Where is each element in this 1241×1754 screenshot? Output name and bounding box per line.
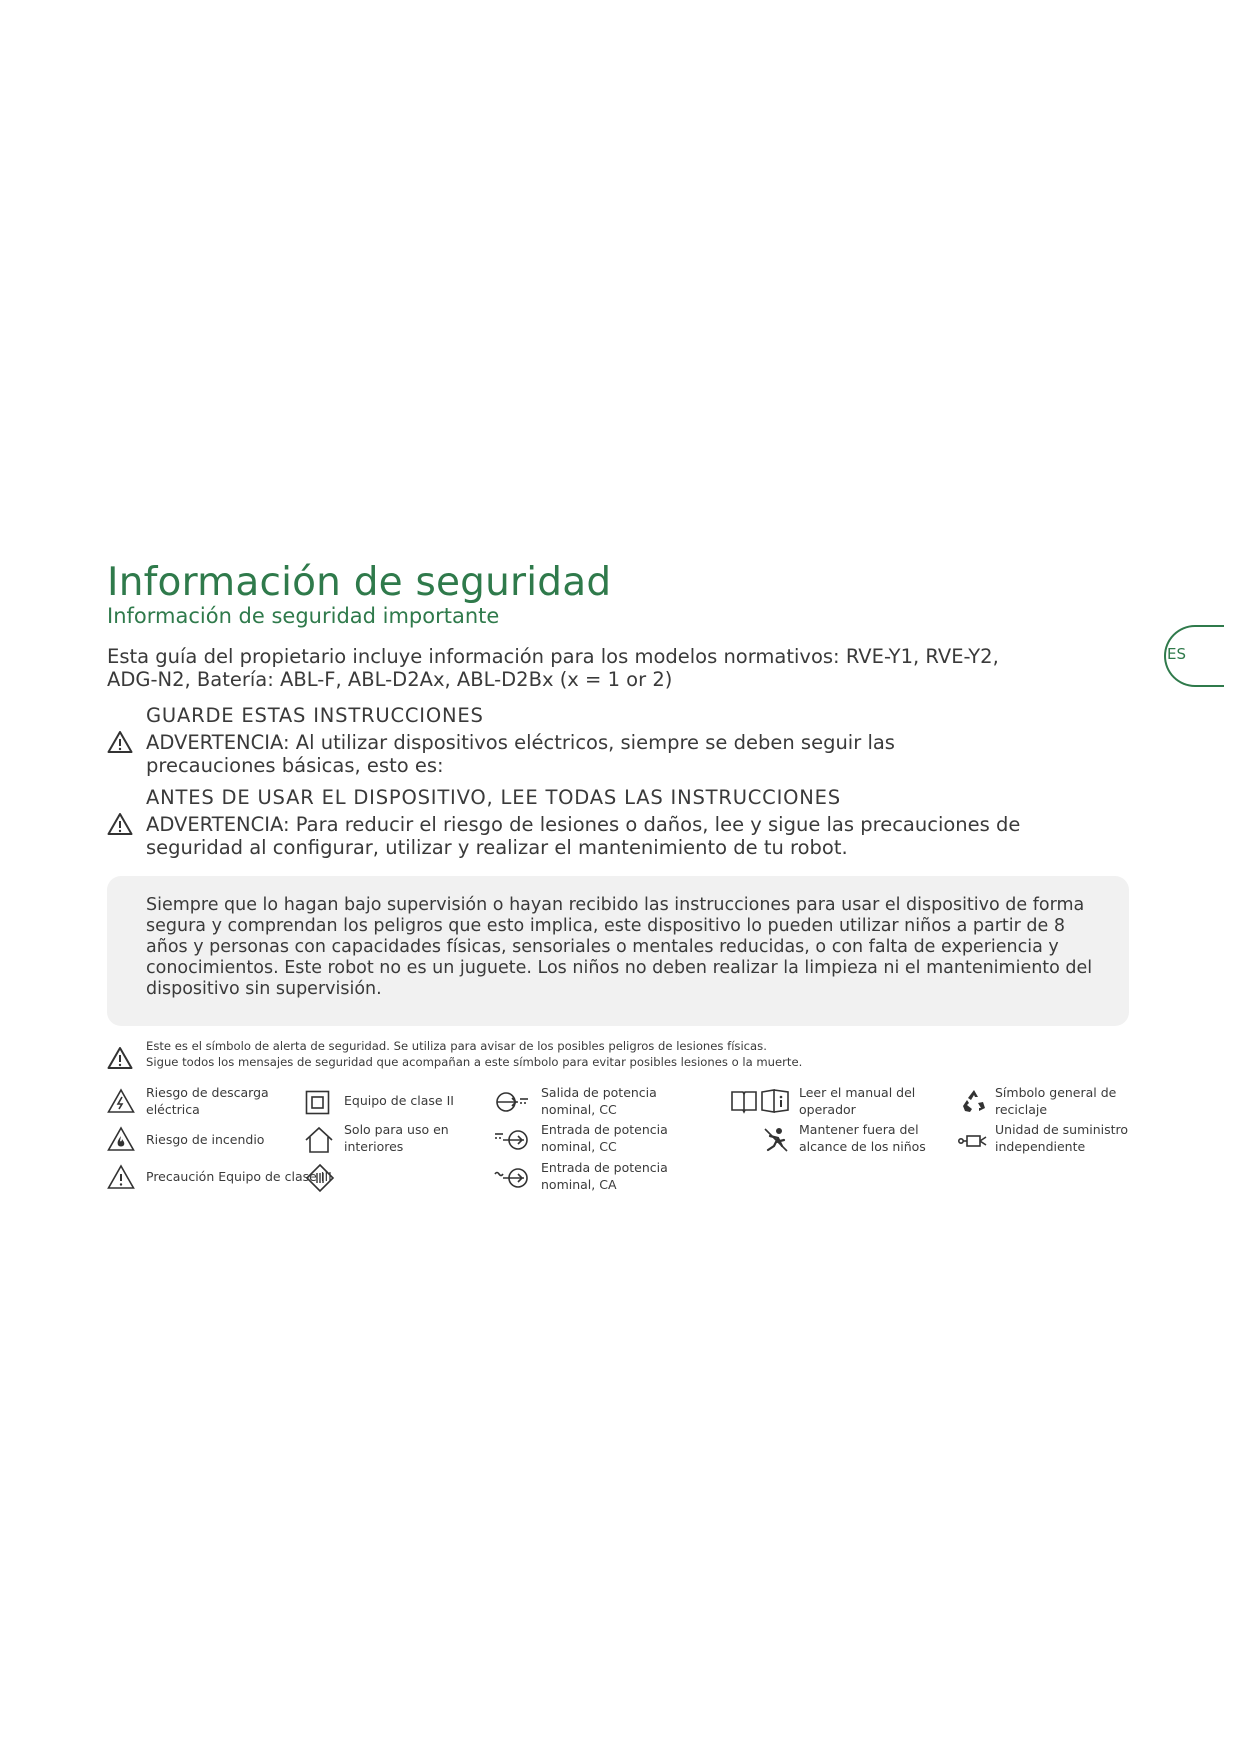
save-instructions-heading: GUARDE ESTAS INSTRUCCIONES bbox=[146, 704, 484, 727]
legend-manual: Leer el manual del operador bbox=[799, 1085, 916, 1117]
operator-manual-icon bbox=[730, 1088, 790, 1114]
warning-text-1: ADVERTENCIA: Al utilizar dispositivos eléctricos, siempre se deben seguir las precauciones básicas, esto es: bbox=[146, 731, 895, 777]
electric-shock-icon bbox=[107, 1088, 135, 1114]
legend-fire: Riesgo de incendio bbox=[146, 1132, 265, 1147]
legend-indoor: Solo para uso en interiores bbox=[344, 1122, 449, 1154]
language-tab-label: ES bbox=[1167, 645, 1186, 663]
legend-power-supply: Unidad de suministro independiente bbox=[995, 1122, 1129, 1154]
legend-class2: Equipo de clase II bbox=[344, 1093, 454, 1108]
safety-alert-line-2: Sigue todos los mensajes de seguridad que acompañan a este símbolo para evitar posibles lesiones o la muerte. bbox=[146, 1054, 803, 1069]
legend-electric-shock: Riesgo de descarga eléctrica bbox=[146, 1085, 269, 1117]
keep-away-children-icon bbox=[762, 1126, 790, 1154]
intro-text: Esta guía del propietario incluye información para los modelos normativos: RVE-Y1, RVE-Y2, ADG-N2, Batería: ABL-F, ABL-D2Ax, ABL-D2Bx (x = 1 or 2) bbox=[107, 645, 999, 691]
safety-alert-icon bbox=[107, 1046, 133, 1070]
read-instructions-heading: ANTES DE USAR EL DISPOSITIVO, LEE TODAS LAS INSTRUCCIONES bbox=[146, 786, 841, 809]
legend-children: Mantener fuera del alcance de los niños bbox=[799, 1122, 926, 1154]
warning-icon bbox=[107, 812, 133, 836]
legend-dc-input: Entrada de potencia nominal, CC bbox=[541, 1122, 668, 1154]
safety-alert-description bbox=[146, 1039, 1046, 1070]
dc-input-icon bbox=[494, 1128, 530, 1152]
legend-recycling: Símbolo general de reciclaje bbox=[995, 1085, 1117, 1117]
fire-icon bbox=[107, 1126, 135, 1152]
recycling-icon bbox=[961, 1088, 987, 1114]
class2-equipment-icon bbox=[305, 1090, 330, 1115]
ac-input-icon bbox=[494, 1166, 530, 1190]
class3-equipment-icon bbox=[305, 1163, 335, 1193]
legend-caution-class3: Precaución Equipo de clase III bbox=[146, 1169, 332, 1184]
warning-text-2: ADVERTENCIA: Para reducir el riesgo de lesiones o daños, lee y sigue las precauciones de seguridad al configurar, utilizar y realizar el mantenimiento de tu robot. bbox=[146, 813, 1021, 859]
indoor-use-icon bbox=[304, 1126, 334, 1154]
safety-alert-line-1: Este es el símbolo de alerta de seguridad. Se utiliza para avisar de los posibles peligros de lesiones físicas. bbox=[146, 1039, 767, 1053]
legend-ac-input: Entrada de potencia nominal, CA bbox=[541, 1160, 668, 1192]
supervision-notice-text: Siempre que lo hagan bajo supervisión o hayan recibido las instrucciones para usar el dispositivo de forma segura y comprendan los peligros que esto implica, este dispositivo lo pueden utilizar niños a partir de 8 años y personas con capacidades físicas, sensoriales o mentales reducidas, o con falta de experiencia y conocimientos. Este robot no es un juguete. Los niños no deben realizar la limpieza ni el mantenimiento del dispositivo sin supervisión. bbox=[146, 895, 1093, 999]
warning-icon bbox=[107, 730, 133, 754]
page-subtitle: Información de seguridad importante bbox=[107, 604, 500, 628]
legend-dc-output: Salida de potencia nominal, CC bbox=[541, 1085, 657, 1117]
page-title: Información de seguridad bbox=[107, 560, 612, 605]
caution-icon bbox=[107, 1164, 135, 1190]
dc-output-icon bbox=[494, 1090, 530, 1114]
power-supply-unit-icon bbox=[957, 1132, 991, 1150]
